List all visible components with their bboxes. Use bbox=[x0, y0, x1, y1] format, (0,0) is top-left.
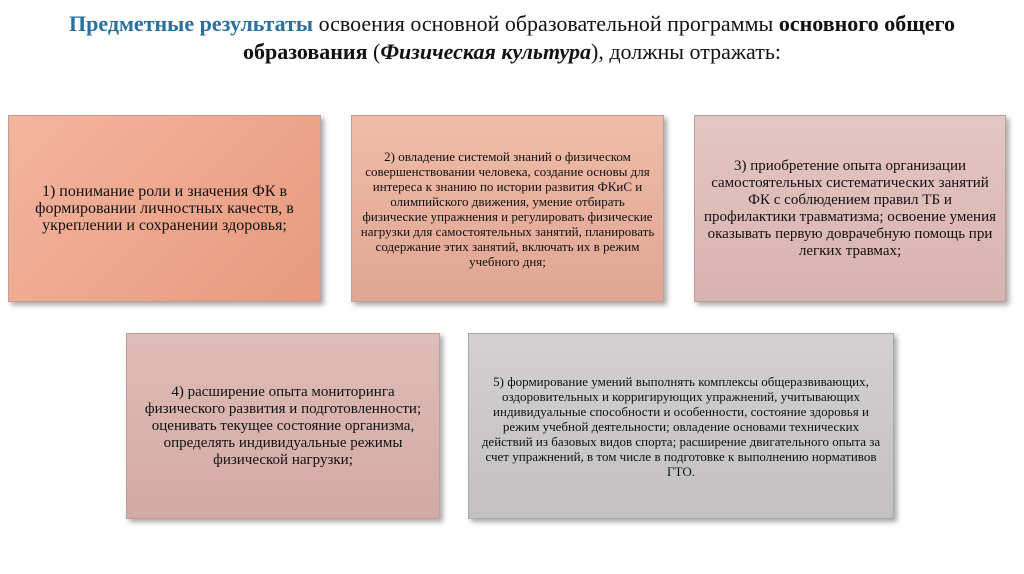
result-box-4 bbox=[126, 333, 440, 519]
title-program: основного общего образования bbox=[242, 11, 955, 64]
result-box-3 bbox=[694, 115, 1006, 302]
title-text: освоения основной образовательной программы bbox=[313, 11, 779, 36]
result-text-1: 1) понимание роли и значения ФК в формировании личностных качеств, в укреплении и сохранении здоровья; bbox=[35, 183, 294, 234]
result-box-2 bbox=[351, 115, 664, 302]
result-text-4: 4) расширение опыта мониторинга физического развития и подготовленности; оценивать текущее состояние организма, определять индивидуальные режимы физической нагрузки; bbox=[144, 383, 422, 468]
title-subject: Физическая культура bbox=[380, 39, 592, 64]
result-text-5: 5) формирование умений выполнять комплексы общеразвивающих, оздоровительных и корригирующих упражнений, учитывающих индивидуальные способности и особенности, состояние здоровья и режим учебной деятельности; овладение основами технических действий из базовых видов спорта; расширение двигательного опыта за счет упражнений, в том числе в подготовке к выполнению нормативов ГТО. bbox=[481, 373, 881, 479]
result-box-1 bbox=[8, 115, 321, 302]
result-text-3: 3) приобретение опыта организации самостоятельных систематических занятий ФК с соблюдением правил ТБ и профилактики травматизма; освоение умения оказывать первую доврачебную помощь при легких травмах; bbox=[703, 157, 997, 259]
title-ending: ), должны отражать: bbox=[591, 39, 782, 64]
title-paren-open: ( bbox=[367, 39, 381, 64]
result-box-5 bbox=[468, 333, 894, 519]
slide-title bbox=[20, 10, 1004, 66]
result-text-2: 2) овладение системой знаний о физическом совершенствовании человека, создание основы для интереса к знанию по истории развития ФКиС и олимпийского движения, умение отбирать физические упражнения и регулировать физические нагрузки для самостоятельных занятий, планировать содержание этих занятий, включать их в режим учебного дня; bbox=[360, 148, 655, 269]
title-accent: Предметные результаты bbox=[69, 11, 314, 36]
